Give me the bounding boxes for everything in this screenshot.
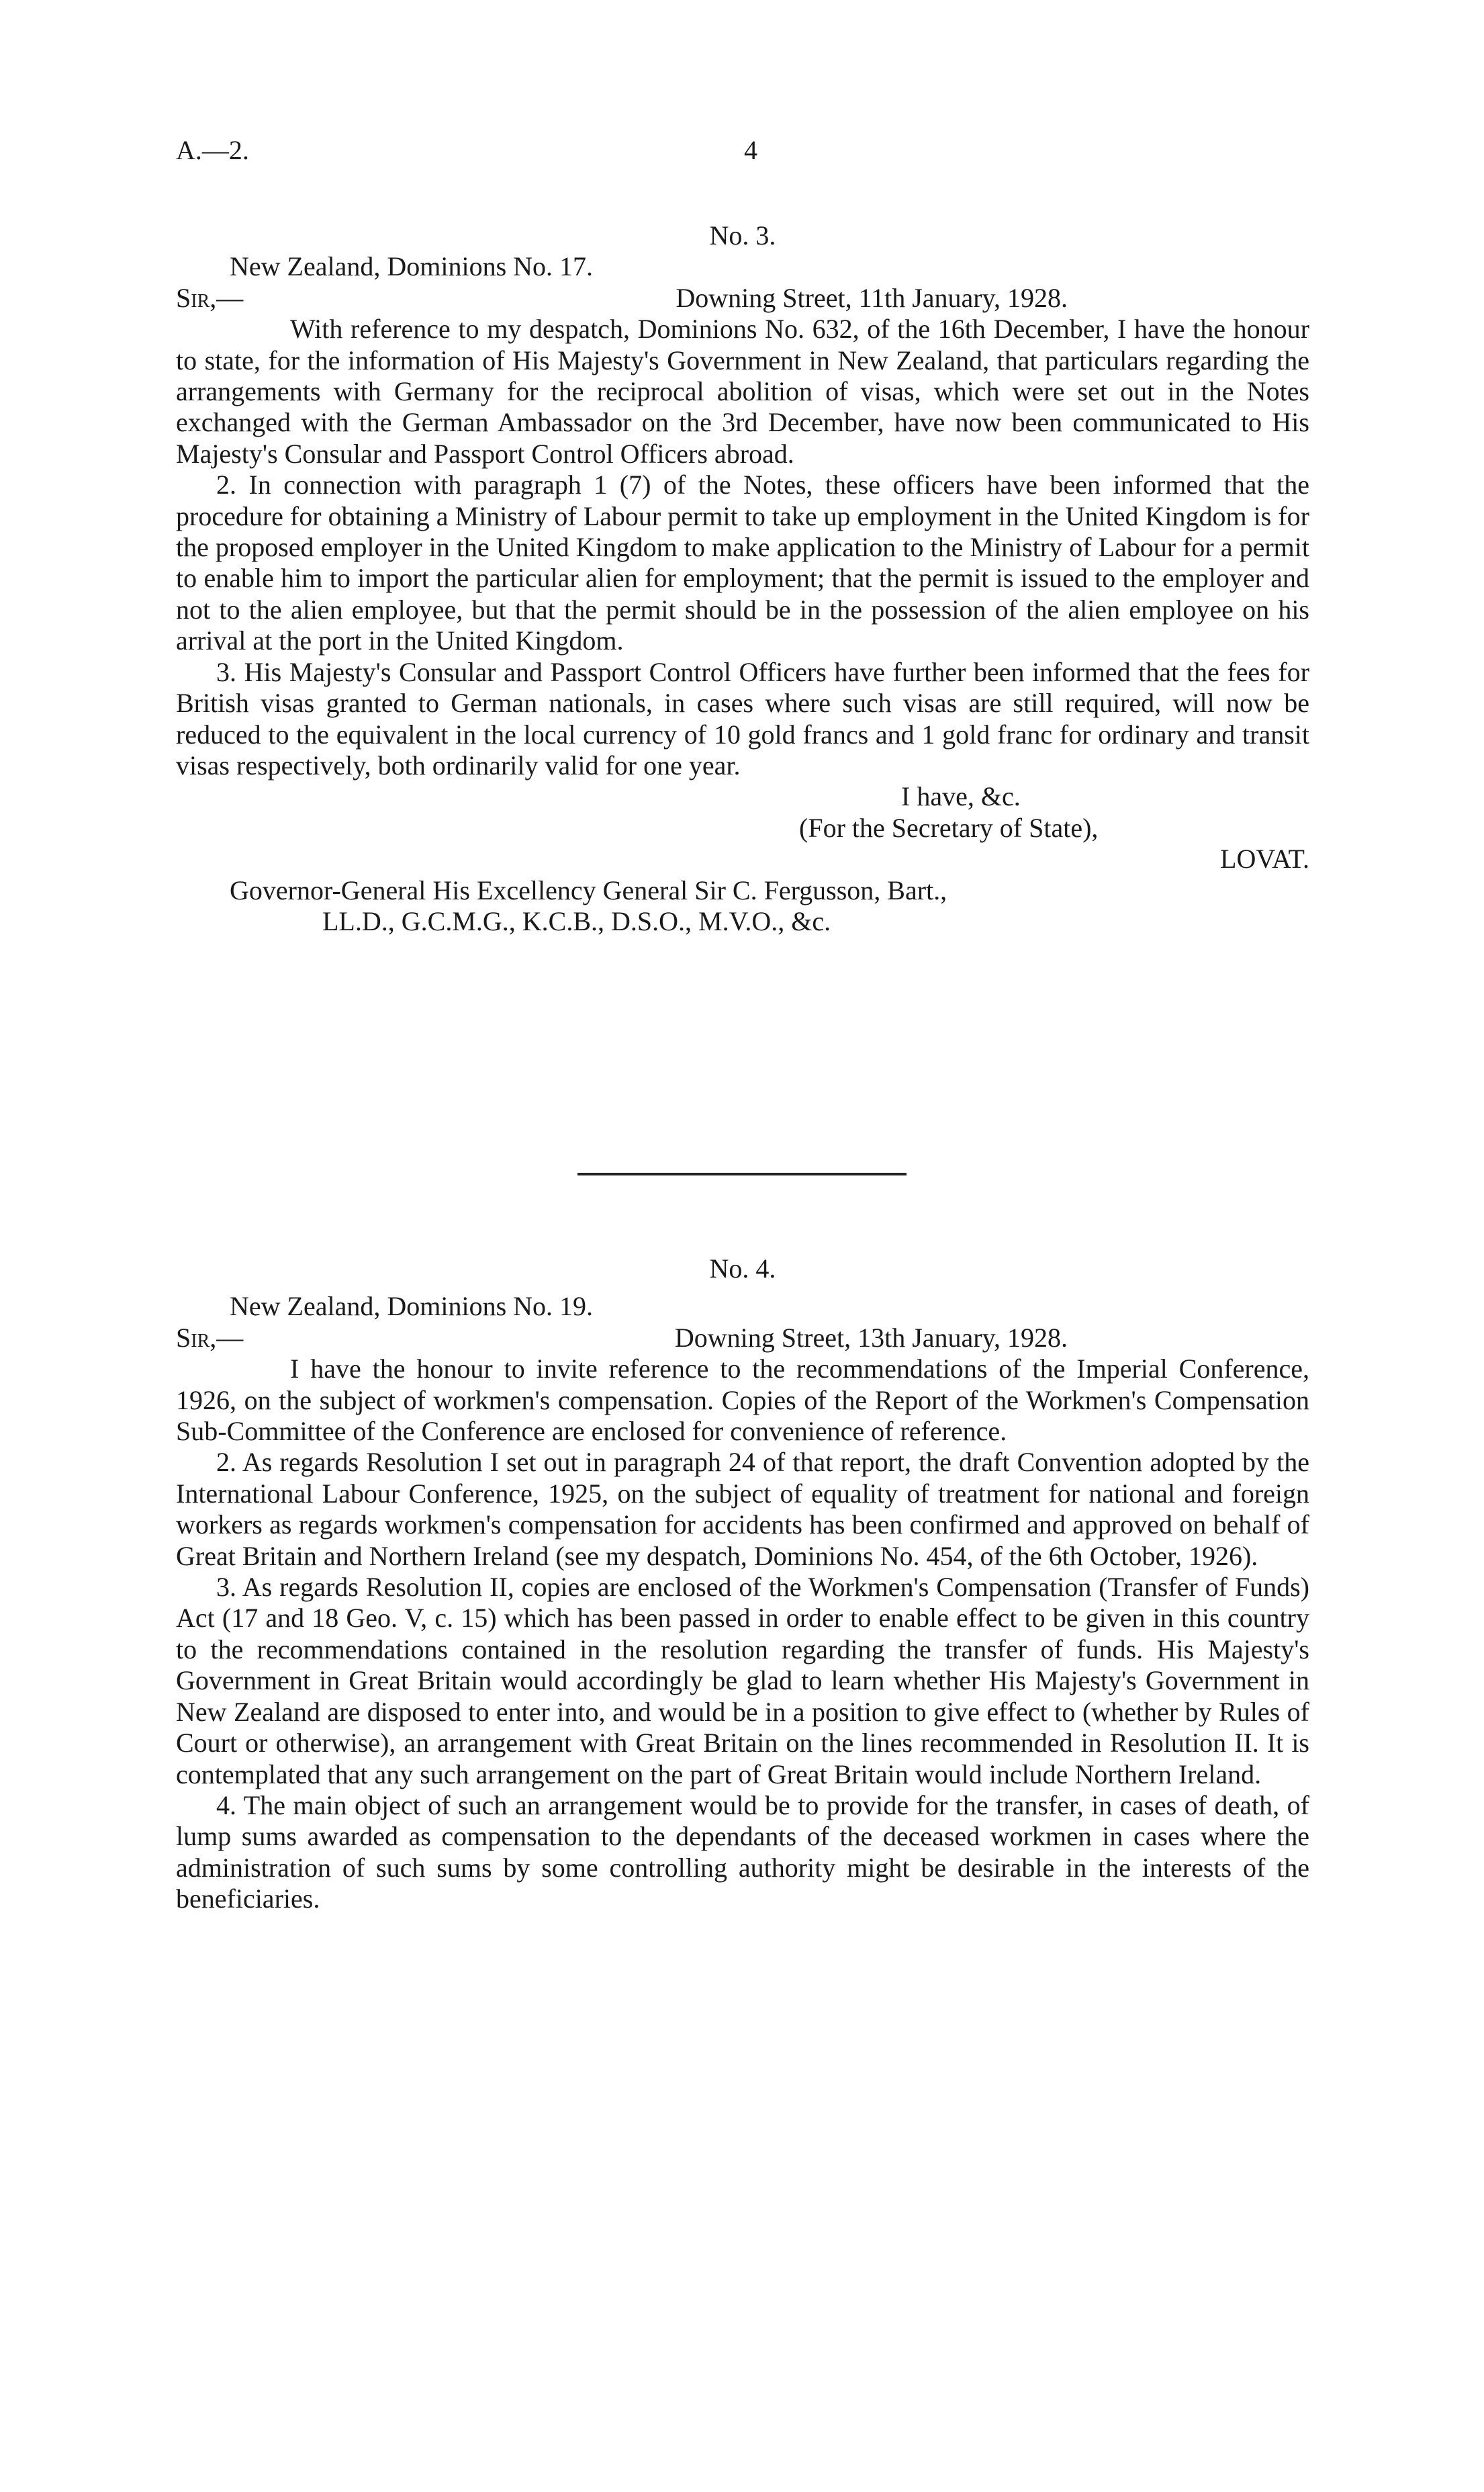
- letter-no-4: [176, 1253, 1309, 1915]
- paragraph: 2. As regards Resolution I set out in paragraph 24 of that report, the draft Convention adopted by the International Labour Conference, 1925, on the subject of equality of treatment for national and foreign workers as regards workmen's compensation for accidents has been confirmed and approved on behalf of Great Britain and Northern Ireland (see my despatch, Dominions No. 454, of the 6th October, 1926).: [176, 1447, 1309, 1571]
- paragraph: 4. The main object of such an arrangement would be to provide for the transfer, in cases of death, of lump sums awarded as compensation to the dependants of the deceased workmen in cases where the administration of such sums by some controlling authority might be desirable in the interests of the beneficiaries.: [176, 1789, 1309, 1914]
- letter-number: No. 4.: [709, 1253, 776, 1284]
- paragraph: 3. As regards Resolution II, copies are enclosed of the Workmen's Compensation (Transfer of Funds) Act (17 and 18 Geo. V, c. 15) which has been passed in order to enable effect to be given in this country to the recommendations contained in the resolution regarding the transfer of funds. His Majesty's Government in Great Britain would accordingly be glad to learn whether His Majesty's Government in New Zealand are disposed to enter into, and would be in a position to give effect to (whether by Rules of Court or otherwise), an arrangement with Great Britain on the lines recommended in Resolution II. It is contemplated that any such arrangement on the part of Great Britain would include Northern Ireland.: [176, 1572, 1309, 1789]
- paragraph: 3. His Majesty's Consular and Passport Control Officers have further been informed that the fees for British visas granted to German nationals, in cases where such visas are still required, will now be reduced to the equivalent in the local currency of 10 gold francs and 1 gold franc for ordinary and transit visas respectively, both ordinarily valid for one year.: [176, 656, 1309, 781]
- place-date: Downing Street, 11th January, 1928.: [676, 282, 1068, 313]
- signature: LOVAT.: [1220, 844, 1309, 875]
- salutation-row: [176, 283, 1309, 314]
- letter-no-3: [176, 220, 1309, 937]
- despatch-reference: New Zealand, Dominions No. 19.: [230, 1291, 594, 1322]
- page-number: 4: [744, 135, 757, 165]
- paragraph: 2. In connection with paragraph 1 (7) of the Notes, these officers have been informed that the procedure for obtaining a Ministry of Labour permit to take up employment in the United Kingdom is for the proposed employer in the United Kingdom to make application to the Ministry of Labour for a permit to enable him to import the particular alien for employment; that the permit is issued to the employer and not to the alien employee, but that the permit should be in the possession of the alien employee on his arrival at the port in the United Kingdom.: [176, 470, 1309, 656]
- despatch-reference: New Zealand, Dominions No. 17.: [230, 251, 594, 282]
- salutation: Sir,—: [176, 282, 244, 313]
- salutation: Sir,—: [176, 1322, 244, 1353]
- section-reference: A.—2.: [176, 135, 249, 165]
- addressee-line: Governor-General His Excellency General Sir C. Fergusson, Bart.,: [230, 875, 947, 905]
- for-secretary-line: (For the Secretary of State),: [799, 812, 1099, 843]
- paragraph: With reference to my despatch, Dominions No. 632, of the 16th December, I have the honour to state, for the information of His Majesty's Government in New Zealand, that particulars regarding the arrangements with Germany for the reciprocal abolition of visas, which were set out in the Notes exchanged with the German Ambassador on the 3rd December, have now been communicated to His Majesty's Consular and Passport Control Officers abroad.: [176, 314, 1309, 469]
- paragraph: I have the honour to invite reference to the recommendations of the Imperial Conference, 1926, on the subject of workmen's compensation. Copies of the Report of the Workmen's Compensation Sub-Committee of the Conference are enclosed for convenience of reference.: [176, 1353, 1309, 1447]
- salutation-row: [176, 1323, 1309, 1353]
- letter-number: No. 3.: [709, 220, 776, 251]
- place-date: Downing Street, 13th January, 1928.: [674, 1322, 1068, 1353]
- section-divider: [577, 1173, 907, 1175]
- closing: I have, &c.: [901, 781, 1021, 812]
- addressee-line: LL.D., G.C.M.G., K.C.B., D.S.O., M.V.O., &c.: [322, 905, 831, 936]
